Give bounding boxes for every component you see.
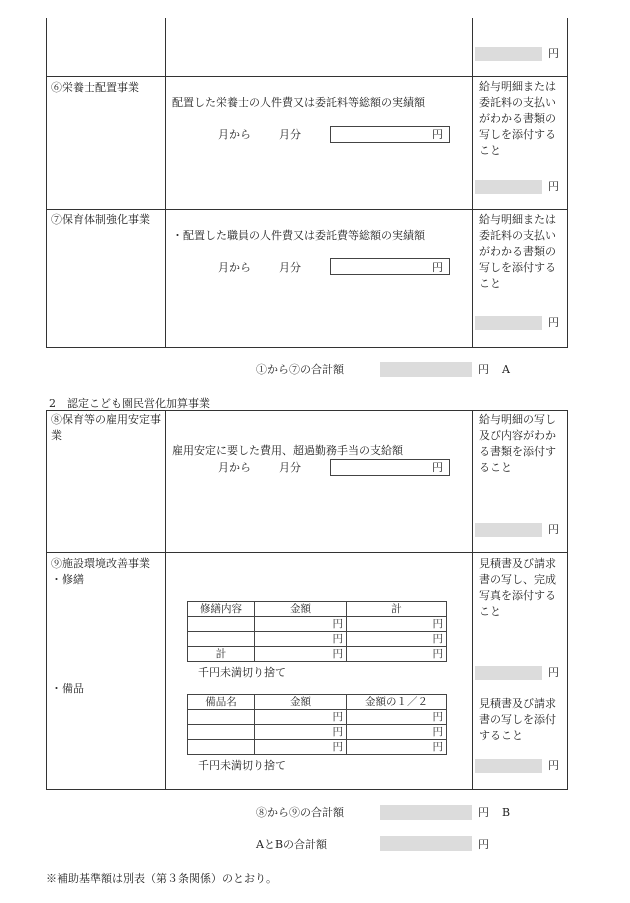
total-b-letter: B	[502, 806, 511, 819]
table-row	[188, 617, 447, 632]
row7-description: ・配置した職員の人件費又は委託費等総額の実績額	[172, 229, 425, 242]
equip-note: 見積書及び請求書の写しを添付すること	[479, 697, 556, 742]
repair-cell[interactable]: 円	[255, 647, 347, 662]
repair-total-field[interactable]	[475, 666, 542, 680]
equip-header-half: 金額の１／２	[347, 695, 447, 710]
repair-note: 見積書及び請求書の写し、完成写真を添付すること	[479, 557, 556, 618]
repair-cell[interactable]: 円	[255, 632, 347, 647]
total-b-label: ⑧から⑨の合計額	[256, 806, 344, 819]
row8-input-yen: 円	[432, 461, 443, 474]
footnote: ※補助基準額は別表（第３条関係）のとおり。	[46, 872, 277, 885]
row6-from-month: 月から	[218, 128, 251, 141]
repair-header-amount: 金額	[255, 602, 347, 617]
row9-repair-label: ・修繕	[51, 573, 84, 586]
row6-description: 配置した栄養士の人件費又は委託料等総額の実績額	[172, 96, 425, 109]
total-a-yen: 円	[478, 363, 489, 376]
table-row	[188, 740, 447, 755]
row8-description: 雇用安定に要した費用、超過勤務手当の支給額	[172, 444, 403, 457]
equip-cell[interactable]: 円	[347, 710, 447, 725]
equip-cell[interactable]	[188, 710, 255, 725]
equip-header-item: 備品名	[188, 695, 255, 710]
row8-from-month: 月から	[218, 461, 251, 474]
row8-title: ⑧保育等の雇用安定事業	[51, 413, 161, 442]
equip-cell[interactable]: 円	[347, 725, 447, 740]
row6-note: 給与明細または委託料の支払いがわかる書類の写しを添付すること	[479, 80, 556, 157]
table-row	[188, 647, 447, 662]
row8-note: 給与明細の写し及び内容がわかる書類を添付すること	[479, 413, 556, 474]
section2-title: 2 認定こども園民営化加算事業	[49, 397, 210, 410]
row7-total-field[interactable]	[475, 316, 542, 330]
repair-cell[interactable]	[188, 617, 255, 632]
table-row	[188, 710, 447, 725]
equip-rounding-note: 千円未満切り捨て	[198, 759, 286, 772]
total-ab-field[interactable]	[380, 836, 472, 851]
total-a-label: ①から⑦の合計額	[256, 363, 344, 376]
total-a-field[interactable]	[380, 362, 472, 377]
equip-cell[interactable]	[188, 740, 255, 755]
total-a-letter: A	[502, 363, 510, 376]
yen-unit: 円	[548, 47, 559, 60]
repair-cell[interactable]: 円	[255, 617, 347, 632]
row7-from-month: 月から	[218, 261, 251, 274]
equip-cell[interactable]: 円	[255, 710, 347, 725]
repair-cell[interactable]: 円	[347, 617, 447, 632]
repair-cell: 計	[188, 647, 255, 662]
repair-table	[187, 601, 447, 662]
equip-cell[interactable]: 円	[255, 725, 347, 740]
equipment-table	[187, 694, 447, 755]
row7-for-months: 月分	[279, 261, 301, 274]
row6-title: ⑥栄養士配置事業	[51, 81, 139, 94]
equip-header-amount: 金額	[255, 695, 347, 710]
row9-equip-label: ・備品	[51, 682, 84, 695]
row7-yen: 円	[548, 316, 559, 329]
repair-header-total: 計	[347, 602, 447, 617]
row7-input-yen: 円	[432, 261, 443, 274]
total-ab-yen: 円	[478, 838, 489, 851]
table-row	[188, 632, 447, 647]
row6-for-months: 月分	[279, 128, 301, 141]
equip-yen: 円	[548, 759, 559, 772]
repair-cell[interactable]	[188, 632, 255, 647]
repair-yen: 円	[548, 666, 559, 679]
row6-input-yen: 円	[432, 128, 443, 141]
row6-yen: 円	[548, 180, 559, 193]
repair-header-item: 修繕内容	[188, 602, 255, 617]
repair-cell[interactable]: 円	[347, 632, 447, 647]
row9-title: ⑨施設環境改善事業	[51, 557, 150, 570]
row7-note: 給与明細または委託料の支払いがわかる書類の写しを添付すること	[479, 213, 556, 290]
equip-cell[interactable]: 円	[255, 740, 347, 755]
row8-total-field[interactable]	[475, 523, 542, 537]
amount-field[interactable]	[475, 47, 542, 61]
row7-title: ⑦保育体制強化事業	[51, 213, 150, 226]
total-b-field[interactable]	[380, 805, 472, 820]
row6-total-field[interactable]	[475, 180, 542, 194]
table-row	[188, 725, 447, 740]
row8-yen: 円	[548, 523, 559, 536]
total-b-yen: 円	[478, 806, 489, 819]
repair-rounding-note: 千円未満切り捨て	[198, 666, 286, 679]
repair-cell[interactable]: 円	[347, 647, 447, 662]
equip-cell[interactable]	[188, 725, 255, 740]
row8-for-months: 月分	[279, 461, 301, 474]
equip-cell[interactable]: 円	[347, 740, 447, 755]
equip-total-field[interactable]	[475, 759, 542, 773]
total-ab-label: AとBの合計額	[256, 838, 328, 851]
